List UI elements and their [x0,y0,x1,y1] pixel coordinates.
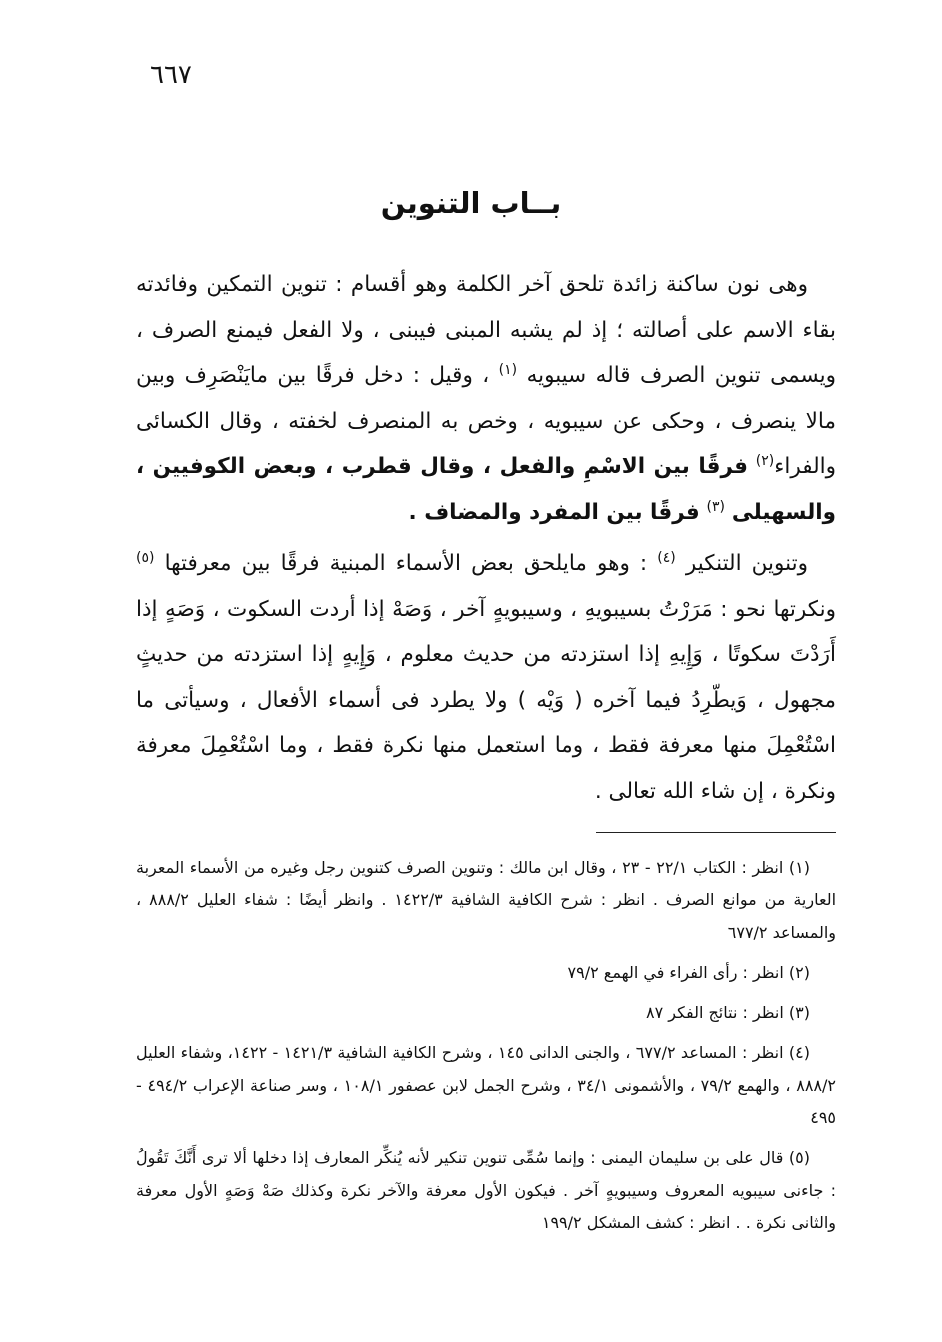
footnote-5: (٥) قال على بن سليمان اليمنى : وإنما سُمِّى تنوين تنكير لأنه يُنكِّر المعارف إذا دخلها ألا ترى أَنَّكَ تَقُولُ : جاءنى سيبويه المعروف وسيبويهٍ آخر . فيكون الأول معرفة والآخر نكرة وكذلك صَهْ وَصَهٍ الأول معرفة والثانى نكرة . . انظر : كشف المشكل ١٩٩/٢ [136,1148,836,1232]
text-run: وتنوين التنكير [685,551,808,576]
text-run-bold: فرقًا بين المفرد والمضاف . [408,499,700,525]
footnotes [136,852,836,1247]
footnote-4: (٤) انظر : المساعد ٦٧٧/٢ ، والجنى الدانى ١٤٥ ، وشرح الكافية الشافية ١٤٢١/٣ - ١٤٢٢، وشفاء العليل ٨٨٨/٢ ، والهمع ٧٩/٢ ، والأشمونى ٣٤/١ ، وشرح الجمل لابن عصفور ١٠٨/١ ، وسر صناعة الإعراب ٤٩٤/٢ - ٤٩٥ [136,1043,837,1128]
page-number: ٦٦٧ [150,60,192,90]
text-run-bold: فرقًا بين الاسْمِ والفعل ، وقال قطرب ، وبعض الكوفيين ، والسهيلى [136,454,836,525]
footnote-ref-2[interactable]: (٢) [755,452,775,469]
footnote-ref-3[interactable]: (٣) [706,498,725,515]
text-run: : وهو مايلحق بعض الأسماء المبنية فرقًا بين معرفتها [164,551,648,576]
main-text [136,262,836,814]
text-run: ونكرتها نحو : مَرَرْتُ بسيبويهِ ، وسيبويهٍ آخر ، وَصَهْ إذا أردت السكوت ، وَصَهٍ إذا أَرَدْتَ سكوتًا ، وَإِيهِ إذا استزدته من حديث معلوم ، وَإِيهٍ إذا استزدته من حديثٍ مجهول ، وَيطّرِدُ فيما آخره ( وَيْه ) ولا يطرد فى أسماء الأفعال ، وسيأتى ما اسْتُعْمِلَ منها معرفة فقط ، وما استعمل منها نكرة فقط ، وما اسْتُعْمِلَ معرفة ونكرة ، إن شاء الله تعالى . [136,596,836,804]
footnote-ref-5[interactable]: (٥) [136,549,155,566]
footnote-ref-1[interactable]: (١) [498,361,518,378]
text-run: وهى نون ساكنة زائدة تلحق آخر الكلمة وهو أقسام : تنوين التمكين وفائدته بقاء الاسم على أصالته ؛ إذ لم يشبه المبنى فيبنى ، ولا الفعل فيمنع الصرف ، ويسمى تنوين الصرف قاله سيبويه [136,272,836,388]
footnote-1: (١) انظر : الكتاب ٢٢/١ - ٢٣ ، وقال ابن مالك : وتنوين الصرف كتنوين رجل وغيره من الأسماء المعربة العارية من موانع الصرف . انظر : شرح الكافية الشافية ١٤٢٢/٣ . وانظر أيضًا : شفاء العليل ٨٨٨/٢ ، والمساعد ٦٧٧/٢ [136,858,837,942]
footnote-separator [596,832,836,833]
chapter-title: بــاب التنوين [380,186,562,220]
paragraph-tanween-tamkeen [136,262,836,535]
paragraph-tanween-tankeer [136,541,836,814]
footnote-3: (٣) انظر : نتائج الفكر ٨٧ [646,1003,810,1023]
footnote-2: (٢) انظر : رأى الفراء في الهمع ٧٩/٢ [567,962,810,982]
text-run: ، وقيل : دخل فرقًا بين مايَنْصَرِف وبين مالا ينصرف ، وحكى عن سيبويه ، وخص به المنصرف لخفته ، وقال الكسائى والفراء [136,363,836,479]
footnote-ref-4[interactable]: (٤) [657,549,676,566]
